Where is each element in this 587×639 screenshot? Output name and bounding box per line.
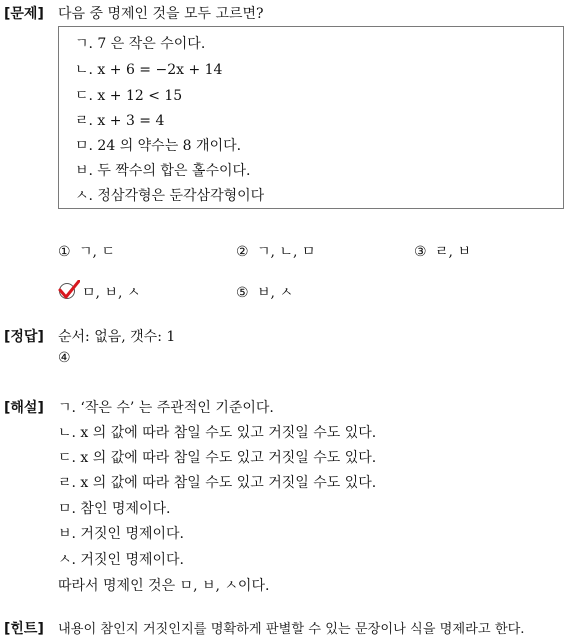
checkmark-icon	[58, 280, 80, 300]
question-prompt: 다음 중 명제인 것을 모두 고르면?	[58, 6, 264, 22]
choice-1[interactable]	[58, 241, 115, 261]
statement-4: ㄹ. x + 3 = 4	[75, 113, 165, 129]
choice-5[interactable]	[236, 282, 293, 302]
explanation-line-6: ㅂ. 거짓인 명제이다.	[58, 526, 184, 542]
choice-number: ②	[236, 244, 249, 260]
choice-number: ③	[414, 244, 427, 260]
statement-1: ㄱ. 7 은 작은 수이다.	[75, 36, 206, 52]
answer-label: [정답]	[4, 329, 44, 345]
answer-value: ④	[58, 350, 71, 366]
statement-7: ㅅ. 정삼각형은 둔각삼각형이다	[75, 188, 265, 204]
hint-label: [힌트]	[4, 621, 44, 637]
explanation-line-7: ㅅ. 거짓인 명제이다.	[58, 552, 184, 568]
statement-2: ㄴ. x + 6 = −2x + 14	[75, 62, 223, 78]
choice-text: ㅁ, ㅂ, ㅅ	[82, 285, 141, 301]
explanation-line-3: ㄷ. x 의 값에 따라 참일 수도 있고 거짓일 수도 있다.	[58, 450, 377, 466]
choice-number: ⑤	[236, 285, 249, 301]
choice-text: ㄹ, ㅂ	[435, 244, 471, 260]
statements-box	[58, 26, 564, 209]
statement-3: ㄷ. x + 12 < 15	[75, 88, 183, 104]
explanation-line-1: ㄱ. ‘작은 수’ 는 주관적인 기준이다.	[58, 400, 274, 416]
hint-text: 내용이 참인지 거짓인지를 명확하게 판별할 수 있는 문장이나 식을 명제라고 한다.	[58, 622, 525, 637]
explanation-line-2: ㄴ. x 의 값에 따라 참일 수도 있고 거짓일 수도 있다.	[58, 425, 377, 441]
question-label: [문제]	[4, 6, 44, 22]
explanation-line-4: ㄹ. x 의 값에 따라 참일 수도 있고 거짓일 수도 있다.	[58, 475, 377, 491]
choice-number: ①	[58, 244, 71, 260]
explanation-label: [해설]	[4, 400, 44, 416]
choice-2[interactable]	[236, 241, 315, 261]
choice-text: ㄱ, ㄴ, ㅁ	[257, 244, 316, 260]
choice-4[interactable]	[82, 282, 140, 302]
answer-meta: 순서: 없음, 갯수: 1	[58, 329, 176, 345]
statement-6: ㅂ. 두 짝수의 합은 홀수이다.	[75, 163, 251, 179]
choice-3[interactable]	[414, 241, 471, 261]
explanation-line-5: ㅁ. 참인 명제이다.	[58, 501, 171, 517]
explanation-line-8: 따라서 명제인 것은 ㅁ, ㅂ, ㅅ이다.	[58, 578, 270, 594]
choice-text: ㅂ, ㅅ	[257, 285, 293, 301]
statement-5: ㅁ. 24 의 약수는 8 개이다.	[75, 138, 242, 154]
choice-text: ㄱ, ㄷ	[79, 244, 115, 260]
